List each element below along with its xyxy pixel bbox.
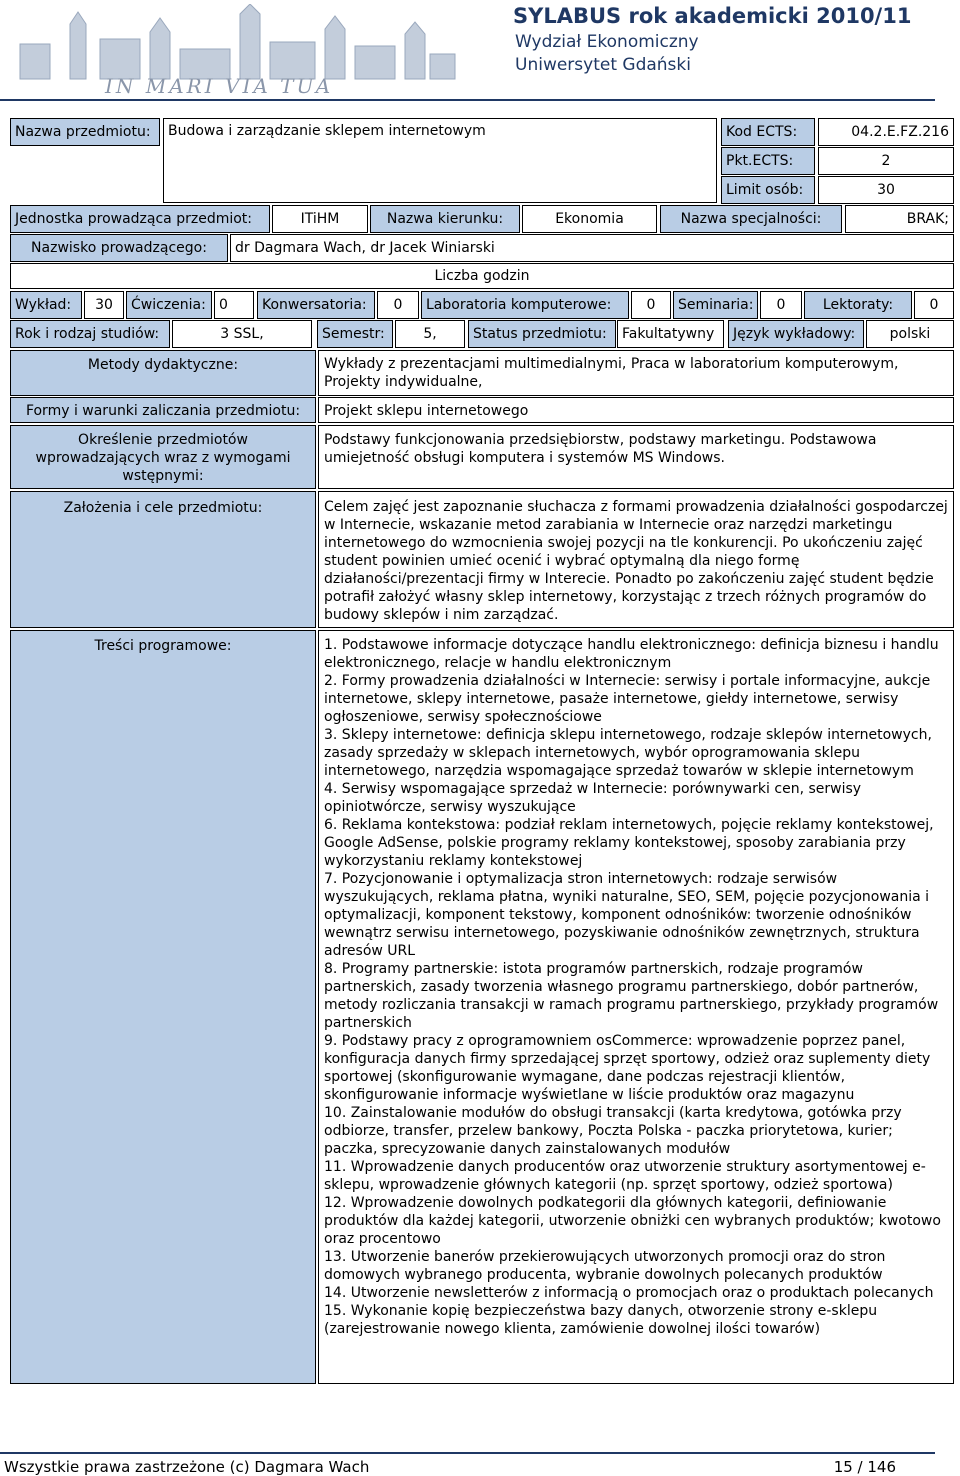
- seminar-value: 0: [760, 291, 802, 319]
- footer-page-number: 15 / 146: [833, 1458, 896, 1476]
- lecture-value: 30: [84, 291, 124, 319]
- methods-label: Metody dydaktyczne:: [10, 350, 316, 396]
- content-item: 7. Pozycjonowanie i optymalizacja stron internetowych: rodzaje serwisów wyszukujących, reklama płatna, wyniki naturalne, SEO, SEM, pojęcie pozycjonowania i optymalizacji, komponent tekstowy, komponent odnośników: tworzenie odnośników wewnątrz serwisu internetowego, pozyskiwanie odnośników zewnętrznych, struktura adresów URL: [324, 871, 930, 959]
- ects-code-value: 04.2.E.FZ.216: [818, 118, 954, 146]
- content-item: 13. Utworzenie banerów przekierowujących utworzonych promocji oraz do stron domowych wybranego producenta, wybranie dowolnych polecanych produktów: [324, 1249, 886, 1283]
- language-label: Język wykładowy:: [728, 320, 864, 348]
- goals-label: Założenia i cele przedmiotu:: [10, 491, 316, 628]
- language-value: polski: [866, 320, 954, 348]
- specialty-value: BRAK;: [845, 205, 954, 233]
- lectorate-value: 0: [914, 291, 954, 319]
- unit-value: ITiHM: [272, 205, 368, 233]
- status-label: Status przedmiotu:: [468, 320, 616, 348]
- forms-label: Formy i warunki zaliczania przedmiotu:: [10, 397, 316, 423]
- semester-value: 5,: [395, 320, 465, 348]
- university-name: Uniwersytet Gdański: [515, 55, 691, 75]
- content-item: 11. Wprowadzenie danych producentów oraz utworzenie struktury asortymentowej e-sklepu, wprowadzenie głównych kategorii (np. sprzęt sportowy, odzież sportowa): [324, 1159, 926, 1193]
- year-label: Rok i rodzaj studiów:: [10, 320, 170, 348]
- content-item: 12. Wprowadzenie dowolnych podkategorii dla głównych kategorii, definiowanie produktów dla każdej kategorii, utworzenie obniżki cen wybranych produktów; kwotowo oraz procentowo: [324, 1195, 941, 1247]
- unit-label: Jednostka prowadząca przedmiot:: [10, 205, 270, 233]
- header-logo: [10, 4, 460, 96]
- status-value: Fakultatywny: [617, 320, 724, 348]
- direction-value: Ekonomia: [522, 205, 657, 233]
- exercises-label: Ćwiczenia:: [126, 291, 212, 319]
- content-item: 15. Wykonanie kopię bezpieczeństwa bazy danych, otworzenie strony e-sklepu (zarejestrowanie nowego klienta, zamówienie dowolnej ilości towarów): [324, 1303, 878, 1337]
- ects-code-label: Kod ECTS:: [721, 118, 815, 146]
- teacher-value: dr Dagmara Wach, dr Jacek Winiarski: [230, 234, 954, 262]
- direction-label: Nazwa kierunku:: [370, 205, 520, 233]
- ects-points-label: Pkt.ECTS:: [721, 147, 815, 175]
- prereq-label: Określenie przedmiotów wprowadzających wraz z wymogami wstępnymi:: [10, 425, 316, 489]
- limit-value: 30: [818, 176, 954, 204]
- content-item: 2. Formy prowadzenia działalności w Internecie: serwisy i portale informacyjne, aukcje internetowe, sklepy internetowe, pasaże internetowe, giełdy internetowe, serwisy ogłoszeniowe, serwisy społecznościowe: [324, 673, 931, 725]
- header-divider: [0, 99, 935, 101]
- content-label: Treści programowe:: [10, 630, 316, 1384]
- content-item: 10. Zainstalowanie modułów do obsługi transakcji (karta kredytowa, gotówka przy odbiorze, transfer, przelew bankowy, Poczta Polska - paczka priorytetowa, kurier; paczka, sprecyzowanie danych zainstalowanych modułów: [324, 1105, 902, 1157]
- footer-copyright: Wszystkie prawa zastrzeżone (c) Dagmara Wach: [4, 1458, 370, 1476]
- content-item: 3. Sklepy internetowe: definicja sklepu internetowego, rodzaje sklepów internetowych, zasady sprzedaży w sklepach internetowych, wybór oprogramowania sklepu internetowego, narzędzia wspomagające sprzedaż towarów w sklepie internetowym: [324, 727, 932, 779]
- footer-divider: [0, 1452, 935, 1454]
- prereq-value: Podstawy funkcjonowania przedsiębiorstw, podstawy marketingu. Podstawowa umiejetność obsługi komputera i systemów MS Windows.: [318, 425, 954, 489]
- year-value: 3 SSL,: [172, 320, 312, 348]
- logo-motto: IN MARI VIA TUA: [105, 74, 334, 98]
- content-item: 4. Serwisy wspomagające sprzedaż w Internecie: porównywarki cen, serwisy opiniotwórcze, serwisy wyszukujące: [324, 781, 862, 815]
- limit-label: Limit osób:: [721, 176, 815, 204]
- course-name-value-box: [163, 118, 717, 203]
- lectorate-label: Lektoraty:: [804, 291, 912, 319]
- conversatory-label: Konwersatoria:: [257, 291, 375, 319]
- forms-value: Projekt sklepu internetowego: [318, 397, 954, 423]
- content-item: 6. Reklama kontekstowa: podział reklam internetowych, pojęcie reklamy kontekstowej, Google AdSense, polskie programy reklamy kontekstowej, sposoby zarabiania przy wykorzystaniu reklamy kontekstowej: [324, 817, 934, 869]
- goals-value: Celem zajęć jest zapoznanie słuchacza z formami prowadzenia działalności gospodarczej w Internecie, wskazanie metod zarabiania w Internecie oraz narzędzi marketingu internetowego do wzmocnienia swojej pozycji na tle konkurencji. Po ukończeniu zajęć student powinien umieć ocenić i wybrać optymalną dla niego formę działaności/prezentacji firmy w Interecie. Ponadto po zakończeniu zajęć student będzie potrafił założyć własny sklep internetowy, korzystając z trzech różnych programów do budowy sklepów i nim zarządzać.: [318, 491, 954, 628]
- content-item: 1. Podstawowe informacje dotyczące handlu elektronicznego: definicja biznesu i handlu elektronicznego, relacje w handlu elektronicznym: [324, 637, 939, 671]
- page-title: SYLABUS rok akademicki 2010/11: [513, 4, 912, 28]
- conversatory-value: 0: [377, 291, 419, 319]
- course-name-value: Budowa i zarządzanie sklepem internetowym: [168, 123, 486, 139]
- content-item: 8. Programy partnerskie: istota programów partnerskich, rodzaje programów partnerskich, zasady tworzenia własnego programu partnerskiego, dobór partnerów, metody rozliczania transakcji w ramach programu partnerskiego, przykłady programów partnerskich: [324, 961, 939, 1031]
- teacher-label: Nazwisko prowadzącego:: [10, 234, 228, 262]
- seminar-label: Seminaria:: [673, 291, 758, 319]
- content-item: 9. Podstawy pracy z oprogramowniem osCommerce: wprowadzenie poprzez panel, konfiguracja danych firmy sprzedającej sprzęt sportowy, odzież oraz suplementy diety sportowej (skonfigurowanie wymagane, dane podczas rejestracji klientów, skonfigurowanie informacje wyświetlane w liście produktów oraz magazynu: [324, 1033, 931, 1103]
- course-name-label: Nazwa przedmiotu:: [10, 118, 160, 146]
- ects-points-value: 2: [818, 147, 954, 175]
- content-value: [318, 630, 954, 1384]
- lab-label: Laboratoria komputerowe:: [421, 291, 629, 319]
- specialty-label: Nazwa specjalności:: [660, 205, 842, 233]
- exercises-value: 0: [214, 291, 254, 319]
- content-item: 14. Utworzenie newsletterów z informacją o promocjach oraz o produktach polecanych: [324, 1285, 934, 1301]
- hours-title: Liczba godzin: [10, 263, 954, 289]
- lecture-label: Wykład:: [10, 291, 82, 319]
- semester-label: Semestr:: [317, 320, 393, 348]
- methods-value: Wykłady z prezentacjami multimedialnymi, Praca w laboratorium komputerowym, Projekty indywidualne,: [318, 350, 954, 396]
- lab-value: 0: [631, 291, 671, 319]
- faculty-name: Wydział Ekonomiczny: [515, 32, 699, 52]
